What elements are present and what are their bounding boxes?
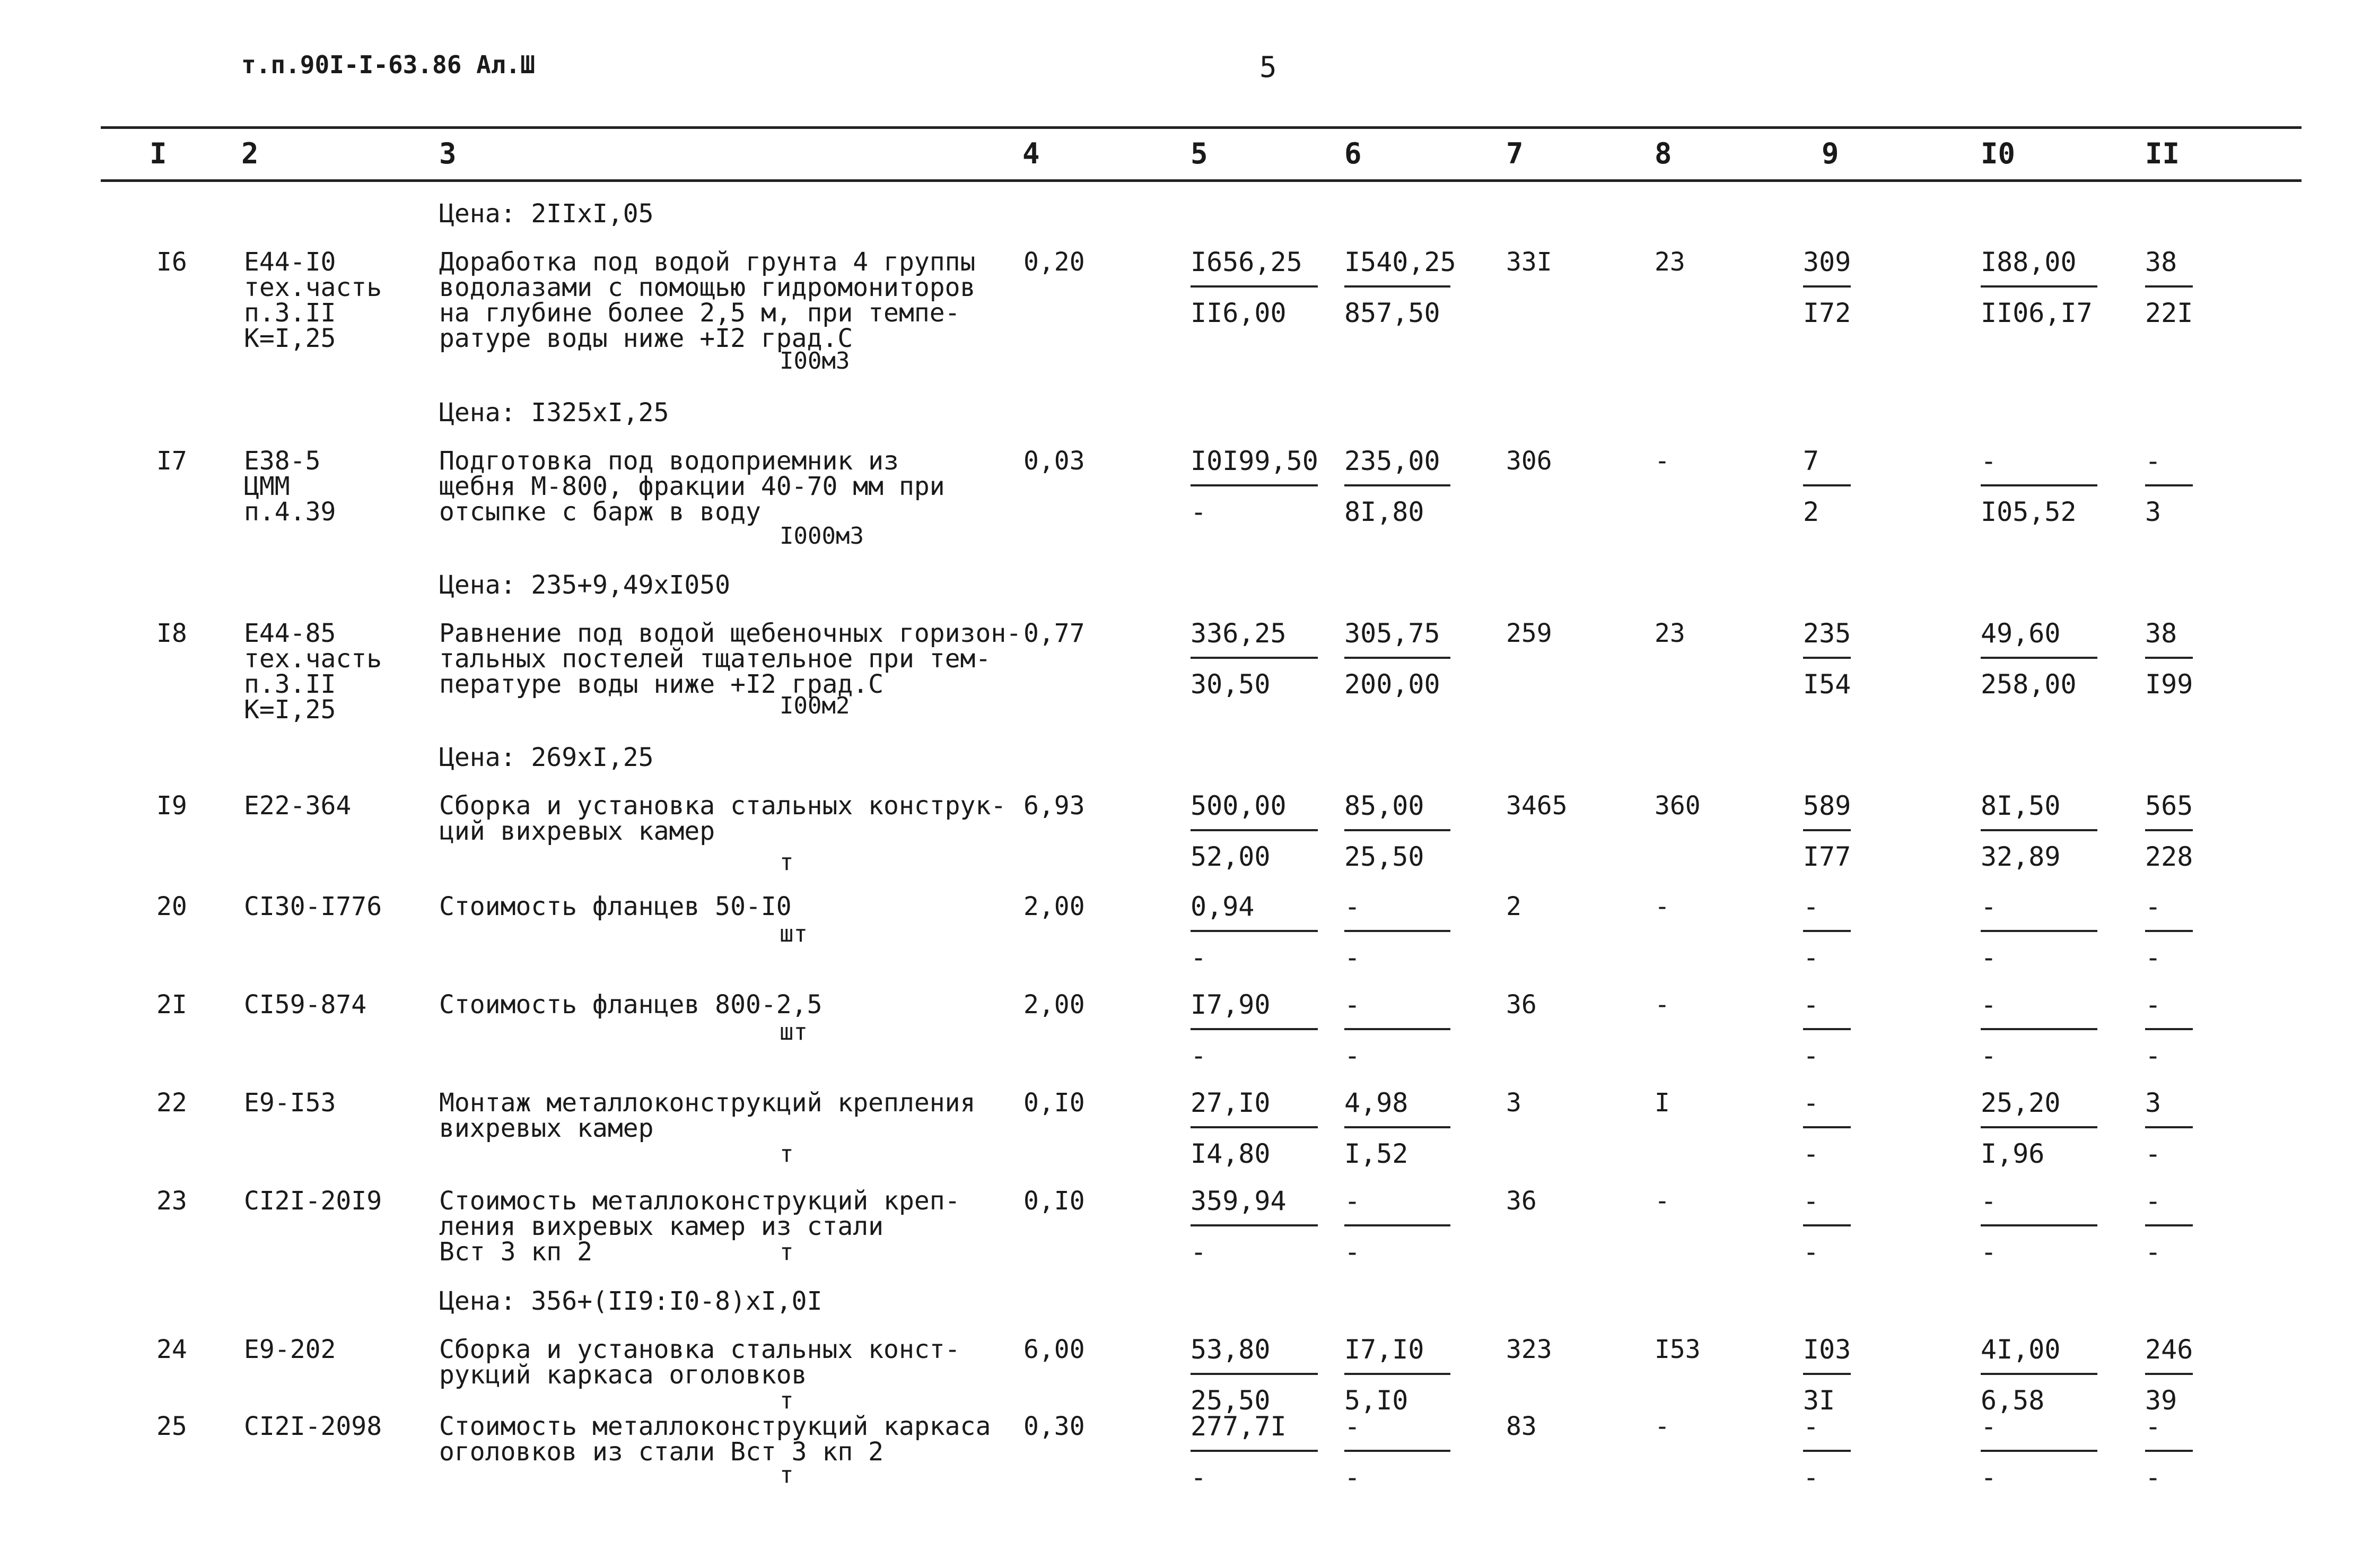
fraction-denominator: - [1803, 1462, 1819, 1493]
fraction-bar [2145, 657, 2193, 659]
fraction-c9 [1803, 1334, 1851, 1416]
fraction-c10 [1981, 790, 2097, 873]
fraction-numerator: I656,25 [1191, 247, 1302, 277]
fraction-bar [2145, 930, 2193, 932]
fraction-c6 [1344, 1185, 1450, 1268]
total-cost: 2 [1506, 892, 1521, 921]
fraction-numerator: I88,00 [1981, 247, 2077, 277]
fraction-denominator: 22I [2145, 298, 2193, 328]
row-number: 22 [156, 1088, 187, 1118]
fraction-numerator: - [1344, 1186, 1361, 1216]
fraction-c6 [1344, 989, 1450, 1072]
fraction-numerator: - [1803, 1411, 1819, 1442]
fraction-bar [1344, 484, 1450, 486]
fraction-numerator: I03 [1803, 1334, 1851, 1365]
fraction-denominator: 857,50 [1344, 298, 1440, 328]
norm-code: E44-85 тех.часть п.3.II К=I,25 [244, 619, 382, 725]
fraction-bar [1981, 829, 2097, 831]
price-note: Цена: I325xI,25 [439, 398, 669, 428]
fraction-c10 [1981, 445, 2097, 528]
quantity: 0,20 [1023, 247, 1085, 277]
fraction-denominator: I99 [2145, 669, 2193, 700]
price-note: Цена: 269xI,25 [439, 743, 654, 772]
fraction-numerator: 53,80 [1191, 1334, 1271, 1365]
total-cost: 323 [1506, 1335, 1552, 1364]
fraction-numerator: 500,00 [1191, 790, 1287, 821]
fraction-c9 [1803, 246, 1851, 329]
document-code: т.п.90I-I-63.86 Ал.Ш [241, 50, 535, 79]
fraction-bar [1803, 285, 1851, 288]
fraction-bar [1191, 285, 1318, 288]
total-cost: 33I [1506, 247, 1552, 277]
fraction-c5 [1191, 246, 1318, 329]
fraction-c11 [2145, 989, 2193, 1072]
fraction-numerator: 8I,50 [1981, 790, 2061, 821]
fraction-c11 [2145, 445, 2193, 528]
quantity: 6,93 [1023, 791, 1085, 821]
fraction-bar [1344, 1224, 1450, 1226]
fraction-c9 [1803, 1411, 1851, 1493]
fraction-c11 [2145, 1185, 2193, 1268]
quantity: 2,00 [1023, 990, 1085, 1020]
fraction-bar [1191, 657, 1318, 659]
labor-cost: - [1655, 446, 1670, 476]
fraction-bar [2145, 1028, 2193, 1030]
measure-unit: шт [780, 920, 808, 947]
fraction-numerator: - [1344, 1411, 1361, 1442]
fraction-numerator: - [1981, 891, 1997, 922]
labor-cost: 360 [1655, 791, 1701, 821]
measure-unit: т [780, 1141, 794, 1168]
fraction-c6 [1344, 1087, 1450, 1170]
work-description: Стоимость металлоконструкций каркаса оголовков из стали Вст 3 кп 2 [439, 1412, 991, 1467]
fraction-numerator: 309 [1803, 247, 1851, 277]
fraction-bar [2145, 1224, 2193, 1226]
fraction-denominator: 5,I0 [1344, 1385, 1408, 1416]
fraction-bar [1344, 1028, 1450, 1030]
norm-code: E22-364 [244, 791, 352, 821]
row-number: 25 [156, 1412, 187, 1441]
norm-code: CI2I-20I9 [244, 1186, 382, 1216]
norm-code: CI30-I776 [244, 892, 382, 921]
fraction-numerator: I7,I0 [1344, 1334, 1424, 1365]
labor-cost: - [1655, 990, 1670, 1020]
fraction-bar [1191, 1373, 1318, 1375]
fraction-denominator: 3 [2145, 497, 2162, 527]
fraction-bar [1803, 1224, 1851, 1226]
quantity: 0,I0 [1023, 1186, 1085, 1216]
fraction-bar [1344, 1373, 1450, 1375]
labor-cost: 23 [1655, 619, 1685, 648]
fraction-c9 [1803, 1185, 1851, 1268]
fraction-numerator: 277,7I [1191, 1411, 1287, 1442]
fraction-numerator: - [1803, 1087, 1819, 1118]
measure-unit: т [780, 1461, 794, 1488]
work-description: Доработка под водой грунта 4 группы водолазами с помощью гидромониторов на глубине более 2,5 м, при темпе- ратуре воды ниже +I2 град.С [439, 247, 976, 353]
fraction-denominator: 3I [1803, 1385, 1835, 1416]
fraction-denominator: 52,00 [1191, 841, 1271, 872]
column-header-9: 9 [1822, 137, 1839, 170]
fraction-denominator: - [1803, 1237, 1819, 1267]
fraction-denominator: 30,50 [1191, 669, 1271, 700]
total-cost: 3465 [1506, 791, 1568, 821]
fraction-numerator: - [1981, 1186, 1997, 1216]
fraction-denominator: - [1803, 942, 1819, 973]
fraction-denominator: 2 [1803, 497, 1819, 527]
row-number: 23 [156, 1186, 187, 1216]
fraction-bar [2145, 484, 2193, 486]
labor-cost: 23 [1655, 247, 1685, 277]
fraction-c6 [1344, 445, 1450, 528]
fraction-c9 [1803, 989, 1851, 1072]
fraction-c9 [1803, 1087, 1851, 1170]
norm-code: E9-202 [244, 1335, 336, 1364]
fraction-c6 [1344, 891, 1450, 973]
fraction-numerator: 589 [1803, 790, 1851, 821]
measure-unit: т [780, 1387, 794, 1414]
quantity: 2,00 [1023, 892, 1085, 921]
fraction-denominator: II06,I7 [1981, 298, 2093, 328]
fraction-denominator: - [1191, 1462, 1207, 1493]
total-cost: 259 [1506, 619, 1552, 648]
fraction-bar [1803, 829, 1851, 831]
header-bottom-rule [101, 179, 2302, 182]
fraction-numerator: - [2145, 891, 2162, 922]
fraction-numerator: - [2145, 989, 2162, 1020]
fraction-c5 [1191, 790, 1318, 873]
fraction-bar [1981, 930, 2097, 932]
measure-unit: шт [780, 1018, 808, 1046]
fraction-denominator: II6,00 [1191, 298, 1287, 328]
column-header-2: 2 [241, 137, 259, 170]
fraction-c5 [1191, 891, 1318, 973]
fraction-denominator: I54 [1803, 669, 1851, 700]
work-description: Монтаж металлоконструкций крепления вихревых камер [439, 1088, 976, 1143]
column-header-4: 4 [1022, 137, 1040, 170]
fraction-bar [2145, 1373, 2193, 1375]
work-description: Сборка и установка стальных конст- рукций каркаса оголовков [439, 1335, 960, 1390]
measure-unit: I00м2 [780, 692, 850, 719]
fraction-c5 [1191, 445, 1318, 528]
fraction-denominator: 200,00 [1344, 669, 1440, 700]
work-description: Стоимость металлоконструкций креп- ления вихревых камер из стали Вст 3 кп 2 [439, 1186, 960, 1267]
fraction-bar [1803, 930, 1851, 932]
fraction-bar [1981, 484, 2097, 486]
fraction-denominator: 8I,80 [1344, 497, 1424, 527]
fraction-numerator: 27,I0 [1191, 1087, 1271, 1118]
fraction-c10 [1981, 1411, 2097, 1493]
column-header-7: 7 [1506, 137, 1524, 170]
fraction-numerator: 4,98 [1344, 1087, 1408, 1118]
norm-code: CI59-874 [244, 990, 367, 1020]
fraction-c11 [2145, 246, 2193, 329]
fraction-numerator: 85,00 [1344, 790, 1424, 821]
total-cost: 36 [1506, 990, 1537, 1020]
fraction-c5 [1191, 1185, 1318, 1268]
fraction-bar [1191, 930, 1318, 932]
fraction-denominator: - [1344, 1040, 1361, 1071]
fraction-c10 [1981, 989, 2097, 1072]
fraction-bar [1981, 1028, 2097, 1030]
fraction-bar [2145, 1450, 2193, 1452]
measure-unit: I00м3 [780, 347, 850, 375]
fraction-numerator: I7,90 [1191, 989, 1271, 1020]
labor-cost: I [1655, 1088, 1670, 1118]
fraction-bar [1803, 1126, 1851, 1128]
quantity: 0,77 [1023, 619, 1085, 648]
total-cost: 36 [1506, 1186, 1537, 1216]
fraction-numerator: 305,75 [1344, 618, 1440, 649]
fraction-numerator: - [2145, 446, 2162, 476]
fraction-c5 [1191, 617, 1318, 700]
fraction-bar [1803, 1028, 1851, 1030]
fraction-denominator: - [1344, 1237, 1361, 1267]
quantity: 0,30 [1023, 1412, 1085, 1441]
row-number: I7 [156, 446, 187, 476]
fraction-c10 [1981, 1087, 2097, 1170]
total-cost: 3 [1506, 1088, 1521, 1118]
fraction-denominator: - [2145, 1138, 2162, 1169]
fraction-denominator: I4,80 [1191, 1138, 1271, 1169]
fraction-numerator: I0I99,50 [1191, 446, 1318, 476]
quantity: 0,I0 [1023, 1088, 1085, 1118]
fraction-bar [1803, 484, 1851, 486]
measure-unit: т [780, 1239, 794, 1266]
fraction-numerator: - [2145, 1411, 2162, 1442]
fraction-bar [1191, 484, 1318, 486]
fraction-denominator: - [2145, 1040, 2162, 1071]
fraction-c10 [1981, 1334, 2097, 1416]
fraction-denominator: 25,50 [1344, 841, 1424, 872]
fraction-numerator: 3 [2145, 1087, 2162, 1118]
fraction-bar [1803, 1450, 1851, 1452]
fraction-bar [1191, 829, 1318, 831]
fraction-denominator: 258,00 [1981, 669, 2077, 700]
fraction-c9 [1803, 445, 1851, 528]
fraction-bar [1981, 285, 2097, 288]
quantity: 0,03 [1023, 446, 1085, 476]
fraction-numerator: 38 [2145, 247, 2177, 277]
fraction-bar [2145, 1126, 2193, 1128]
column-header-6: 6 [1344, 137, 1362, 170]
fraction-bar [1344, 1450, 1450, 1452]
fraction-denominator: - [1981, 1237, 1997, 1267]
row-number: 20 [156, 892, 187, 921]
fraction-bar [1981, 1224, 2097, 1226]
column-header-8: 8 [1655, 137, 1672, 170]
fraction-denominator: 39 [2145, 1385, 2177, 1416]
fraction-c6 [1344, 790, 1450, 873]
fraction-bar [2145, 829, 2193, 831]
fraction-denominator: - [2145, 1462, 2162, 1493]
fraction-numerator: 246 [2145, 1334, 2193, 1365]
fraction-c11 [2145, 1334, 2193, 1416]
fraction-denominator: - [1344, 942, 1361, 973]
fraction-denominator: - [1803, 1138, 1819, 1169]
fraction-c10 [1981, 246, 2097, 329]
work-description: Подготовка под водоприемник из щебня М-800, фракции 40-70 мм при отсыпке с барж в воду [439, 446, 945, 527]
labor-cost: - [1655, 1412, 1670, 1441]
column-header-10: I0 [1981, 137, 2016, 170]
fraction-bar [2145, 285, 2193, 288]
fraction-c6 [1344, 1411, 1450, 1493]
fraction-numerator: 336,25 [1191, 618, 1287, 649]
fraction-c10 [1981, 617, 2097, 700]
fraction-c5 [1191, 1087, 1318, 1170]
fraction-numerator: 4I,00 [1981, 1334, 2061, 1365]
fraction-bar [1191, 1450, 1318, 1452]
fraction-denominator: - [1981, 942, 1997, 973]
fraction-c11 [2145, 891, 2193, 973]
fraction-numerator: - [1981, 1411, 1997, 1442]
fraction-numerator: 25,20 [1981, 1087, 2061, 1118]
fraction-denominator: I72 [1803, 298, 1851, 328]
fraction-bar [1191, 1126, 1318, 1128]
fraction-numerator: - [1803, 1186, 1819, 1216]
fraction-bar [1981, 1373, 2097, 1375]
fraction-bar [1803, 1373, 1851, 1375]
fraction-bar [1191, 1028, 1318, 1030]
norm-code: E9-I53 [244, 1088, 336, 1118]
fraction-denominator: - [2145, 942, 2162, 973]
norm-code: E38-5 ЦММ п.4.39 [244, 446, 336, 527]
work-description: Равнение под водой щебеночных горизон- тальных постелей тщательное при тем- пературе воды ниже +I2 град.С [439, 619, 1022, 699]
fraction-bar [1344, 285, 1450, 288]
labor-cost: - [1655, 1186, 1670, 1216]
fraction-bar [1981, 1126, 2097, 1128]
fraction-c9 [1803, 617, 1851, 700]
fraction-numerator: 565 [2145, 790, 2193, 821]
row-number: 2I [156, 990, 187, 1020]
fraction-c9 [1803, 891, 1851, 973]
column-header-11: II [2145, 137, 2180, 170]
fraction-denominator: I,96 [1981, 1138, 2045, 1169]
fraction-bar [1344, 657, 1450, 659]
fraction-numerator: - [1981, 446, 1997, 476]
row-number: I8 [156, 619, 187, 648]
fraction-numerator: - [2145, 1186, 2162, 1216]
fraction-denominator: - [1344, 1462, 1361, 1493]
fraction-c11 [2145, 790, 2193, 873]
labor-cost: I53 [1655, 1335, 1701, 1364]
fraction-denominator: 32,89 [1981, 841, 2061, 872]
fraction-c9 [1803, 790, 1851, 873]
fraction-c11 [2145, 1087, 2193, 1170]
fraction-numerator: 0,94 [1191, 891, 1255, 922]
fraction-bar [1191, 1224, 1318, 1226]
price-note: Цена: 235+9,49xI050 [439, 570, 731, 600]
fraction-numerator: 49,60 [1981, 618, 2061, 649]
fraction-denominator: - [1191, 942, 1207, 973]
fraction-denominator: - [1803, 1040, 1819, 1071]
fraction-numerator: - [1803, 891, 1819, 922]
fraction-denominator: - [1191, 497, 1207, 527]
column-header-5: 5 [1191, 137, 1208, 170]
fraction-denominator: I,52 [1344, 1138, 1408, 1169]
fraction-numerator: 38 [2145, 618, 2177, 649]
fraction-denominator: 6,58 [1981, 1385, 2045, 1416]
fraction-denominator: - [1191, 1237, 1207, 1267]
fraction-denominator: - [1981, 1040, 1997, 1071]
norm-code: CI2I-2098 [244, 1412, 382, 1441]
fraction-numerator: I540,25 [1344, 247, 1456, 277]
fraction-denominator: 228 [2145, 841, 2193, 872]
fraction-denominator: I05,52 [1981, 497, 2077, 527]
fraction-numerator: - [1344, 891, 1361, 922]
row-number: I6 [156, 247, 187, 277]
fraction-c6 [1344, 1334, 1450, 1416]
fraction-c5 [1191, 1334, 1318, 1416]
fraction-denominator: 25,50 [1191, 1385, 1271, 1416]
fraction-numerator: - [1803, 989, 1819, 1020]
fraction-numerator: 359,94 [1191, 1186, 1287, 1216]
fraction-numerator: - [1344, 989, 1361, 1020]
fraction-c5 [1191, 1411, 1318, 1493]
fraction-c11 [2145, 617, 2193, 700]
total-cost: 306 [1506, 446, 1552, 476]
fraction-c10 [1981, 891, 2097, 973]
fraction-c10 [1981, 1185, 2097, 1268]
fraction-c6 [1344, 617, 1450, 700]
price-note: Цена: 356+(II9:I0-8)xI,0I [439, 1286, 822, 1316]
column-header-3: 3 [439, 137, 457, 170]
total-cost: 83 [1506, 1412, 1537, 1441]
work-description: Сборка и установка стальных конструк- ций вихревых камер [439, 791, 1007, 846]
fraction-numerator: 7 [1803, 446, 1819, 476]
norm-code: E44-I0 тех.часть п.3.II К=I,25 [244, 247, 382, 353]
row-number: 24 [156, 1335, 187, 1364]
fraction-c5 [1191, 989, 1318, 1072]
fraction-numerator: - [1981, 989, 1997, 1020]
fraction-bar [1981, 1450, 2097, 1452]
fraction-numerator: 235,00 [1344, 446, 1440, 476]
work-description: Стоимость фланцев 800-2,5 [439, 990, 822, 1020]
labor-cost: - [1655, 892, 1670, 921]
fraction-denominator: I77 [1803, 841, 1851, 872]
fraction-denominator: - [1981, 1462, 1997, 1493]
column-header-1: I [150, 137, 167, 170]
price-note: Цена: 2IIxI,05 [439, 199, 654, 229]
fraction-bar [1344, 930, 1450, 932]
fraction-c11 [2145, 1411, 2193, 1493]
fraction-denominator: - [2145, 1237, 2162, 1267]
fraction-bar [1981, 657, 2097, 659]
fraction-c6 [1344, 246, 1456, 329]
measure-unit: I000м3 [780, 523, 864, 550]
fraction-bar [1344, 1126, 1450, 1128]
fraction-denominator: - [1191, 1040, 1207, 1071]
work-description: Стоимость фланцев 50-I0 [439, 892, 792, 921]
fraction-bar [1803, 657, 1851, 659]
fraction-bar [1344, 829, 1450, 831]
table-top-rule [101, 126, 2302, 129]
quantity: 6,00 [1023, 1335, 1085, 1364]
row-number: I9 [156, 791, 187, 821]
page-number: 5 [1259, 50, 1277, 84]
fraction-numerator: 235 [1803, 618, 1851, 649]
measure-unit: т [780, 849, 794, 876]
